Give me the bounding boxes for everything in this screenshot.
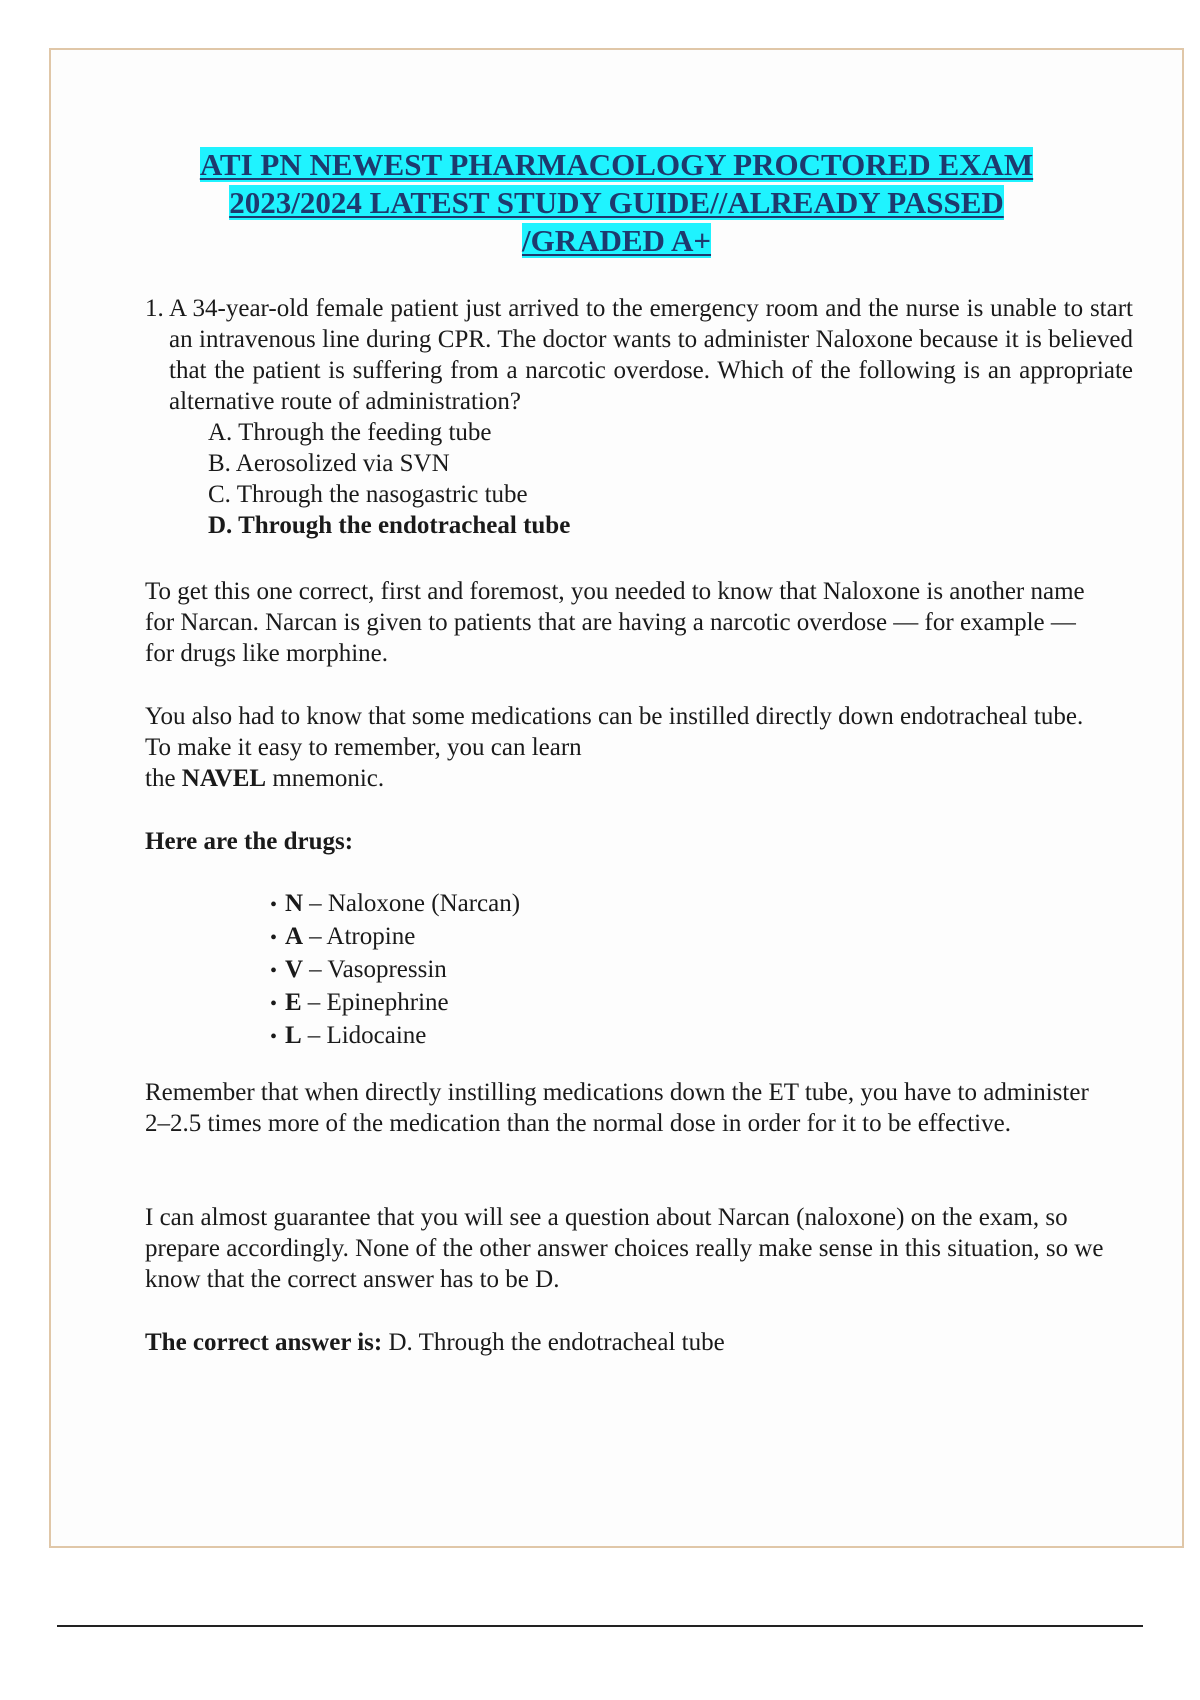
drug-name: – Naloxone (Narcan): [309, 890, 521, 917]
option-b: B. Aerosolized via SVN: [208, 450, 450, 477]
question-text: A 34-year-old female patient just arrived to the emergency room and the nurse is unable to start an intravenous line during CPR. The doctor wants to administer Naloxone because it is believed that the patient is suffering from a narcotic overdose. Which of the following is an appropriate alternative route of administration?: [169, 295, 1133, 415]
drug-letter: N: [285, 890, 304, 917]
drug-letter: E: [285, 989, 302, 1016]
title-line-1: ATI PN NEWEST PHARMACOLOGY PROCTORED EXAM: [199, 147, 1034, 182]
drug-name: – Vasopressin: [309, 956, 447, 983]
explanation-paragraph-1: To get this one correct, first and foremost, you needed to know that Naloxone is another name for Narcan. Narcan is given to patients that are having a narcotic overdose — for example — for drugs like morphine.: [145, 578, 1085, 667]
option-c: C. Through the nasogastric tube: [208, 481, 528, 508]
drug-list: [270, 888, 520, 1053]
answer-value: D. Through the endotracheal tube: [388, 1329, 725, 1356]
paragraph-2-text: You also had to know that some medications can be instilled directly down endotracheal tube. To make it easy to remember, you can learn: [145, 703, 1084, 761]
paragraph-2-end: mnemonic.: [272, 765, 385, 792]
option-d-correct: D. Through the endotracheal tube: [208, 512, 571, 539]
option-a: A. Through the feeding tube: [208, 419, 492, 446]
bullet-icon: •: [270, 894, 278, 916]
drug-name: – Atropine: [309, 923, 416, 950]
list-item: [270, 954, 520, 987]
explanation-paragraph-4: Remember that when directly instilling medications down the ET tube, you have to administer 2–2.5 times more of the medication than the normal dose in order for it to be effective.: [145, 1079, 1089, 1137]
drug-letter: V: [285, 956, 304, 983]
question-number: 1.: [145, 295, 164, 322]
drug-letter: L: [285, 1022, 302, 1049]
list-item: [270, 1020, 520, 1053]
explanation-paragraph-2: [145, 701, 1109, 794]
bullet-icon: •: [270, 927, 278, 949]
explanation-paragraph-5: I can almost guarantee that you will see a question about Narcan (naloxone) on the exam, so prepare accordingly. None of the other answer choices really make sense in this situation, so we know that the correct answer has to be D.: [145, 1204, 1104, 1293]
bullet-icon: •: [270, 960, 278, 982]
correct-answer-line: [145, 1327, 1109, 1358]
bullet-icon: •: [270, 1026, 278, 1048]
bottom-divider: [57, 1625, 1143, 1627]
paragraph-2-the: the: [145, 765, 176, 792]
question-block: [145, 293, 1135, 541]
document-page: [49, 48, 1184, 1548]
answer-label: The correct answer is:: [145, 1329, 383, 1356]
drugs-heading: Here are the drugs:: [145, 828, 354, 855]
title-line-3: /GRADED A+: [521, 223, 712, 258]
navel-term: NAVEL: [181, 765, 267, 792]
drug-letter: A: [285, 923, 304, 950]
list-item: [270, 888, 520, 921]
answer-options: [208, 417, 1135, 541]
document-title: [51, 146, 1182, 260]
drug-name: – Epinephrine: [307, 989, 449, 1016]
page-content: [51, 50, 1182, 1546]
list-item: [270, 987, 520, 1020]
title-line-2: 2023/2024 LATEST STUDY GUIDE//ALREADY PASSED: [229, 185, 1004, 220]
list-item: [270, 921, 520, 954]
drug-name: – Lidocaine: [307, 1022, 427, 1049]
bullet-icon: •: [270, 993, 278, 1015]
